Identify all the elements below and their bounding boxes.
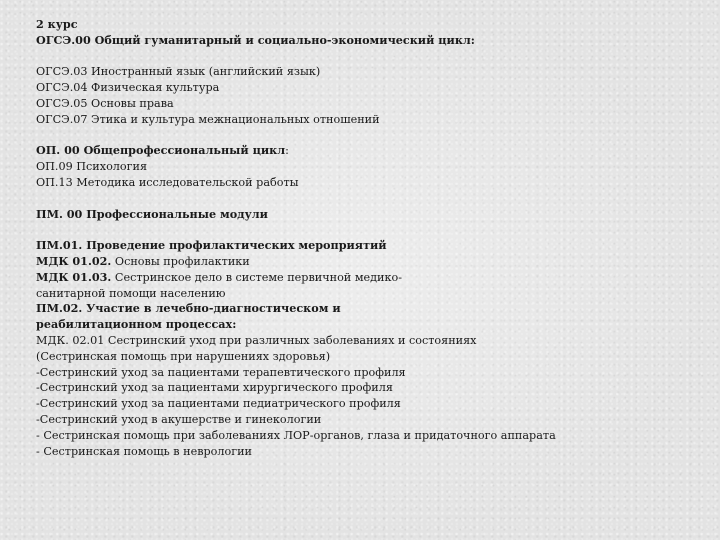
- spacer: [36, 222, 696, 238]
- pm02-sub-item: - Сестринская помощь при заболеваниях ЛОР-органов, глаза и придаточного аппарата: [36, 428, 556, 442]
- ogse-item: ОГСЭ.07 Этика и культура межнациональных отношений: [36, 112, 380, 126]
- pm02-sub-item: -Сестринский уход в акушерстве и гинекологии: [36, 412, 322, 426]
- ogse-item: ОГСЭ.04 Физическая культура: [36, 81, 220, 95]
- pm01-title: ПМ.01. Проведение профилактических мероприятий: [36, 238, 387, 253]
- pm02-sub-item: -Сестринский уход за пациентами педиатрического профиля: [36, 397, 401, 411]
- ogse-item: ОГСЭ.05 Основы права: [36, 96, 174, 110]
- mdk-0102: [36, 254, 696, 270]
- mdk-0103: [36, 270, 696, 286]
- op-item: ОП.13 Методика исследовательской работы: [36, 175, 299, 189]
- op-item: ОП.09 Психология: [36, 160, 148, 174]
- mdk-0103-continuation: санитарной помощи населению: [36, 286, 226, 300]
- mdk-0201-note: (Сестринская помощь при нарушениях здоровья): [36, 349, 331, 363]
- pm-title: ПМ. 00 Профессиональные модули: [36, 206, 268, 221]
- spacer: [36, 49, 696, 65]
- course-heading: 2 курс: [36, 17, 78, 31]
- op-cycle-title-suffix: :: [285, 144, 289, 158]
- mdk-0102-text: Основы профилактики: [111, 254, 250, 268]
- pm02-sub-item: - Сестринская помощь в неврологии: [36, 444, 253, 458]
- ogse-cycle-title: ОГСЭ.00 Общий гуманитарный и социально-экономический цикл:: [36, 32, 475, 47]
- ogse-item: ОГСЭ.03 Иностранный язык (английский язык): [36, 65, 321, 79]
- mdk-0103-code: МДК 01.03.: [36, 269, 112, 284]
- pm02-title-line1: ПМ.02. Участие в лечебно-диагностическом и: [36, 301, 341, 316]
- mdk-0102-code: МДК 01.02.: [36, 253, 112, 268]
- op-cycle-title-text: ОП. 00 Общепрофессиональный цикл: [36, 143, 286, 158]
- spacer: [36, 191, 696, 207]
- pm02-sub-item: -Сестринский уход за пациентами хирургического профиля: [36, 381, 393, 395]
- pm02-sub-item: -Сестринский уход за пациентами терапевтического профиля: [36, 365, 406, 379]
- op-cycle-title: [36, 143, 696, 159]
- mdk-0103-text: Сестринское дело в системе первичной медико-: [111, 270, 402, 284]
- mdk-0201: МДК. 02.01 Сестринский уход при различных заболеваниях и состояниях: [36, 333, 477, 347]
- pm02-title-line2: реабилитационном процессах:: [36, 317, 237, 332]
- curriculum-text: [36, 17, 696, 459]
- spacer: [36, 128, 696, 144]
